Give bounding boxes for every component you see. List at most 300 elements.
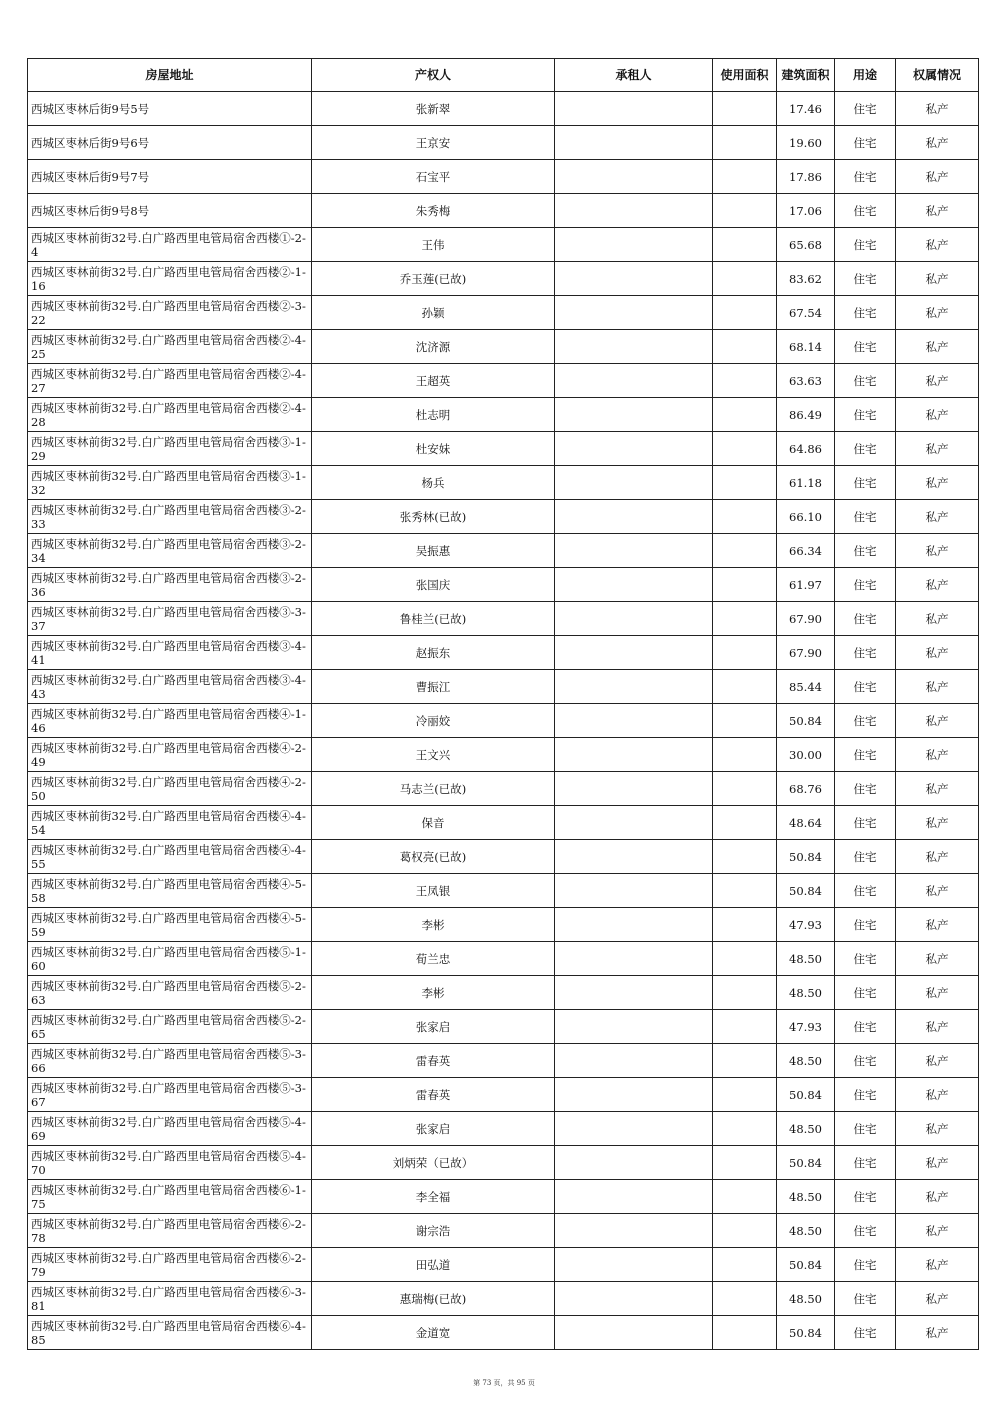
owner-cell: 王文兴 [312, 738, 555, 772]
use-area-cell [713, 92, 777, 126]
owner-cell: 吴振惠 [312, 534, 555, 568]
purpose-cell: 住宅 [835, 466, 896, 500]
address-text: 西城区枣林前街32号.白广路西里电管局宿舍西楼⑤-2-65 [31, 1012, 306, 1041]
use-area-cell [713, 1214, 777, 1248]
purpose-cell: 住宅 [835, 908, 896, 942]
address-text: 西城区枣林前街32号.白广路西里电管局宿舍西楼⑤-2-63 [31, 978, 306, 1007]
tenant-cell [555, 228, 713, 262]
use-area-cell [713, 1316, 777, 1350]
use-area-cell [713, 602, 777, 636]
address-cell [28, 1112, 312, 1146]
table-row [28, 874, 979, 908]
owner-cell: 张新翠 [312, 92, 555, 126]
table-row [28, 398, 979, 432]
purpose-cell: 住宅 [835, 840, 896, 874]
build-area-cell: 48.50 [777, 942, 835, 976]
purpose-cell: 住宅 [835, 704, 896, 738]
ownership-cell: 私产 [896, 160, 979, 194]
address-text: 西城区枣林前街32号.白广路西里电管局宿舍西楼③-4-41 [31, 638, 306, 667]
purpose-cell: 住宅 [835, 194, 896, 228]
table-row [28, 1010, 979, 1044]
ownership-cell: 私产 [896, 1078, 979, 1112]
address-text: 西城区枣林前街32号.白广路西里电管局宿舍西楼⑥-1-75 [31, 1182, 306, 1211]
owner-cell: 刘炳荣（已故） [312, 1146, 555, 1180]
table-row [28, 364, 979, 398]
address-text: 西城区枣林前街32号.白广路西里电管局宿舍西楼⑥-3-81 [31, 1284, 306, 1313]
build-area-cell: 67.54 [777, 296, 835, 330]
table-row [28, 1214, 979, 1248]
owner-cell: 王超英 [312, 364, 555, 398]
address-text: 西城区枣林前街32号.白广路西里电管局宿舍西楼②-4-25 [31, 332, 306, 361]
address-cell [28, 738, 312, 772]
address-cell [28, 160, 312, 194]
purpose-cell: 住宅 [835, 1044, 896, 1078]
table-row [28, 568, 979, 602]
ownership-cell: 私产 [896, 500, 979, 534]
ownership-cell: 私产 [896, 874, 979, 908]
address-cell [28, 228, 312, 262]
purpose-cell: 住宅 [835, 602, 896, 636]
tenant-cell [555, 92, 713, 126]
build-area-cell: 63.63 [777, 364, 835, 398]
build-area-cell: 17.86 [777, 160, 835, 194]
address-text: 西城区枣林前街32号.白广路西里电管局宿舍西楼③-2-36 [31, 570, 306, 599]
tenant-cell [555, 1316, 713, 1350]
use-area-cell [713, 908, 777, 942]
build-area-cell: 68.76 [777, 772, 835, 806]
use-area-cell [713, 1180, 777, 1214]
address-cell [28, 1180, 312, 1214]
ownership-cell: 私产 [896, 398, 979, 432]
tenant-cell [555, 772, 713, 806]
purpose-cell: 住宅 [835, 976, 896, 1010]
tenant-cell [555, 976, 713, 1010]
purpose-cell: 住宅 [835, 92, 896, 126]
address-text: 西城区枣林前街32号.白广路西里电管局宿舍西楼②-4-28 [31, 400, 306, 429]
table-row [28, 1282, 979, 1316]
ownership-cell: 私产 [896, 772, 979, 806]
table-row [28, 942, 979, 976]
owner-cell: 冷丽姣 [312, 704, 555, 738]
use-area-cell [713, 160, 777, 194]
tenant-cell [555, 1044, 713, 1078]
build-area-cell: 17.06 [777, 194, 835, 228]
purpose-cell: 住宅 [835, 228, 896, 262]
purpose-cell: 住宅 [835, 874, 896, 908]
address-cell [28, 432, 312, 466]
address-text: 西城区枣林前街32号.白广路西里电管局宿舍西楼⑤-4-69 [31, 1114, 306, 1143]
table-row [28, 772, 979, 806]
purpose-cell: 住宅 [835, 330, 896, 364]
use-area-cell [713, 364, 777, 398]
build-area-cell: 48.50 [777, 1044, 835, 1078]
ownership-cell: 私产 [896, 568, 979, 602]
address-text: 西城区枣林后街9号8号 [31, 203, 150, 218]
table-row [28, 262, 979, 296]
use-area-cell [713, 840, 777, 874]
address-text: 西城区枣林前街32号.白广路西里电管局宿舍西楼④-4-55 [31, 842, 306, 871]
use-area-cell [713, 500, 777, 534]
table-row [28, 160, 979, 194]
purpose-cell: 住宅 [835, 670, 896, 704]
purpose-cell: 住宅 [835, 398, 896, 432]
table-row [28, 1044, 979, 1078]
purpose-cell: 住宅 [835, 1078, 896, 1112]
purpose-cell: 住宅 [835, 1112, 896, 1146]
build-area-cell: 48.50 [777, 1112, 835, 1146]
use-area-cell [713, 1078, 777, 1112]
address-text: 西城区枣林前街32号.白广路西里电管局宿舍西楼②-1-16 [31, 264, 306, 293]
ownership-cell: 私产 [896, 636, 979, 670]
tenant-cell [555, 1010, 713, 1044]
header-purpose: 用途 [835, 59, 896, 92]
owner-cell: 田弘道 [312, 1248, 555, 1282]
owner-cell: 乔玉莲(已故) [312, 262, 555, 296]
purpose-cell: 住宅 [835, 1010, 896, 1044]
purpose-cell: 住宅 [835, 1282, 896, 1316]
tenant-cell [555, 330, 713, 364]
address-cell [28, 772, 312, 806]
table-row [28, 466, 979, 500]
owner-cell: 王凤银 [312, 874, 555, 908]
ownership-cell: 私产 [896, 840, 979, 874]
owner-cell: 李全福 [312, 1180, 555, 1214]
address-text: 西城区枣林前街32号.白广路西里电管局宿舍西楼⑥-4-85 [31, 1318, 306, 1347]
ownership-cell: 私产 [896, 1180, 979, 1214]
owner-cell: 孙颖 [312, 296, 555, 330]
address-cell [28, 534, 312, 568]
owner-cell: 鲁桂兰(已故) [312, 602, 555, 636]
owner-cell: 沈济源 [312, 330, 555, 364]
address-text: 西城区枣林前街32号.白广路西里电管局宿舍西楼⑤-3-66 [31, 1046, 306, 1075]
header-row [28, 59, 979, 92]
ownership-cell: 私产 [896, 704, 979, 738]
build-area-cell: 67.90 [777, 636, 835, 670]
use-area-cell [713, 194, 777, 228]
owner-cell: 李彬 [312, 976, 555, 1010]
address-cell [28, 1078, 312, 1112]
address-text: 西城区枣林后街9号5号 [31, 101, 150, 116]
purpose-cell: 住宅 [835, 1146, 896, 1180]
use-area-cell [713, 976, 777, 1010]
purpose-cell: 住宅 [835, 160, 896, 194]
address-cell [28, 296, 312, 330]
tenant-cell [555, 1078, 713, 1112]
owner-cell: 杜志明 [312, 398, 555, 432]
property-table [27, 58, 979, 1350]
purpose-cell: 住宅 [835, 262, 896, 296]
header-ownership: 权属情况 [896, 59, 979, 92]
header-address: 房屋地址 [28, 59, 312, 92]
owner-cell: 曹振江 [312, 670, 555, 704]
table-row [28, 296, 979, 330]
purpose-cell: 住宅 [835, 432, 896, 466]
tenant-cell [555, 194, 713, 228]
ownership-cell: 私产 [896, 1248, 979, 1282]
ownership-cell: 私产 [896, 738, 979, 772]
owner-cell: 葛权亮(已故) [312, 840, 555, 874]
use-area-cell [713, 806, 777, 840]
address-text: 西城区枣林前街32号.白广路西里电管局宿舍西楼①-2-4 [31, 230, 306, 259]
build-area-cell: 47.93 [777, 1010, 835, 1044]
table-row [28, 1112, 979, 1146]
purpose-cell: 住宅 [835, 806, 896, 840]
address-text: 西城区枣林前街32号.白广路西里电管局宿舍西楼③-2-34 [31, 536, 306, 565]
build-area-cell: 48.50 [777, 976, 835, 1010]
address-cell [28, 806, 312, 840]
use-area-cell [713, 568, 777, 602]
tenant-cell [555, 568, 713, 602]
build-area-cell: 61.18 [777, 466, 835, 500]
address-text: 西城区枣林前街32号.白广路西里电管局宿舍西楼③-4-43 [31, 672, 306, 701]
build-area-cell: 85.44 [777, 670, 835, 704]
build-area-cell: 50.84 [777, 1248, 835, 1282]
header-build-area: 建筑面积 [777, 59, 835, 92]
address-text: 西城区枣林前街32号.白广路西里电管局宿舍西楼④-5-58 [31, 876, 306, 905]
purpose-cell: 住宅 [835, 534, 896, 568]
table-row [28, 92, 979, 126]
build-area-cell: 48.50 [777, 1214, 835, 1248]
address-cell [28, 840, 312, 874]
ownership-cell: 私产 [896, 806, 979, 840]
use-area-cell [713, 330, 777, 364]
address-cell [28, 602, 312, 636]
address-cell [28, 874, 312, 908]
use-area-cell [713, 262, 777, 296]
build-area-cell: 86.49 [777, 398, 835, 432]
ownership-cell: 私产 [896, 670, 979, 704]
purpose-cell: 住宅 [835, 126, 896, 160]
address-text: 西城区枣林前街32号.白广路西里电管局宿舍西楼④-2-49 [31, 740, 306, 769]
ownership-cell: 私产 [896, 1146, 979, 1180]
address-text: 西城区枣林前街32号.白广路西里电管局宿舍西楼②-3-22 [31, 298, 306, 327]
ownership-cell: 私产 [896, 976, 979, 1010]
tenant-cell [555, 602, 713, 636]
address-text: 西城区枣林前街32号.白广路西里电管局宿舍西楼⑥-2-78 [31, 1216, 306, 1245]
ownership-cell: 私产 [896, 1214, 979, 1248]
ownership-cell: 私产 [896, 262, 979, 296]
address-text: 西城区枣林前街32号.白广路西里电管局宿舍西楼⑥-2-79 [31, 1250, 306, 1279]
address-text: 西城区枣林前街32号.白广路西里电管局宿舍西楼⑤-4-70 [31, 1148, 306, 1177]
table-row [28, 1180, 979, 1214]
tenant-cell [555, 1112, 713, 1146]
use-area-cell [713, 534, 777, 568]
owner-cell: 雷春英 [312, 1044, 555, 1078]
use-area-cell [713, 738, 777, 772]
purpose-cell: 住宅 [835, 772, 896, 806]
tenant-cell [555, 806, 713, 840]
table-row [28, 1146, 979, 1180]
tenant-cell [555, 1146, 713, 1180]
build-area-cell: 17.46 [777, 92, 835, 126]
build-area-cell: 83.62 [777, 262, 835, 296]
build-area-cell: 50.84 [777, 840, 835, 874]
address-cell [28, 126, 312, 160]
address-cell [28, 364, 312, 398]
use-area-cell [713, 432, 777, 466]
table-row [28, 602, 979, 636]
address-cell [28, 1316, 312, 1350]
address-text: 西城区枣林前街32号.白广路西里电管局宿舍西楼⑤-3-67 [31, 1080, 306, 1109]
purpose-cell: 住宅 [835, 738, 896, 772]
use-area-cell [713, 772, 777, 806]
use-area-cell [713, 228, 777, 262]
use-area-cell [713, 874, 777, 908]
tenant-cell [555, 126, 713, 160]
address-cell [28, 636, 312, 670]
ownership-cell: 私产 [896, 1316, 979, 1350]
address-text: 西城区枣林前街32号.白广路西里电管局宿舍西楼②-4-27 [31, 366, 306, 395]
build-area-cell: 68.14 [777, 330, 835, 364]
address-cell [28, 466, 312, 500]
tenant-cell [555, 500, 713, 534]
owner-cell: 杨兵 [312, 466, 555, 500]
address-cell [28, 670, 312, 704]
page-number: 第 73 页，共 95 页 [473, 1379, 535, 1387]
ownership-cell: 私产 [896, 466, 979, 500]
use-area-cell [713, 1282, 777, 1316]
ownership-cell: 私产 [896, 228, 979, 262]
owner-cell: 朱秀梅 [312, 194, 555, 228]
build-area-cell: 67.90 [777, 602, 835, 636]
use-area-cell [713, 670, 777, 704]
use-area-cell [713, 126, 777, 160]
build-area-cell: 64.86 [777, 432, 835, 466]
table-row [28, 976, 979, 1010]
use-area-cell [713, 1044, 777, 1078]
tenant-cell [555, 1282, 713, 1316]
owner-cell: 雷春英 [312, 1078, 555, 1112]
table-row [28, 1248, 979, 1282]
table-row [28, 194, 979, 228]
table-row [28, 636, 979, 670]
address-text: 西城区枣林后街9号7号 [31, 169, 150, 184]
address-cell [28, 500, 312, 534]
table-row [28, 738, 979, 772]
build-area-cell: 48.50 [777, 1282, 835, 1316]
address-cell [28, 194, 312, 228]
owner-cell: 石宝平 [312, 160, 555, 194]
table-row [28, 1078, 979, 1112]
header-use-area: 使用面积 [713, 59, 777, 92]
owner-cell: 王伟 [312, 228, 555, 262]
address-cell [28, 262, 312, 296]
owner-cell: 张家启 [312, 1010, 555, 1044]
ownership-cell: 私产 [896, 1112, 979, 1146]
owner-cell: 惠瑞梅(已故) [312, 1282, 555, 1316]
ownership-cell: 私产 [896, 330, 979, 364]
tenant-cell [555, 738, 713, 772]
use-area-cell [713, 296, 777, 330]
header-tenant: 承租人 [555, 59, 713, 92]
purpose-cell: 住宅 [835, 296, 896, 330]
use-area-cell [713, 1112, 777, 1146]
address-text: 西城区枣林前街32号.白广路西里电管局宿舍西楼③-2-33 [31, 502, 306, 531]
table-row [28, 704, 979, 738]
address-text: 西城区枣林前街32号.白广路西里电管局宿舍西楼⑤-1-60 [31, 944, 306, 973]
table-row [28, 330, 979, 364]
table-row [28, 806, 979, 840]
owner-cell: 保音 [312, 806, 555, 840]
build-area-cell: 65.68 [777, 228, 835, 262]
tenant-cell [555, 364, 713, 398]
build-area-cell: 50.84 [777, 1316, 835, 1350]
address-cell [28, 330, 312, 364]
address-cell [28, 568, 312, 602]
use-area-cell [713, 466, 777, 500]
build-area-cell: 66.10 [777, 500, 835, 534]
owner-cell: 马志兰(已故) [312, 772, 555, 806]
purpose-cell: 住宅 [835, 568, 896, 602]
owner-cell: 杜安妹 [312, 432, 555, 466]
owner-cell: 荀兰忠 [312, 942, 555, 976]
address-text: 西城区枣林前街32号.白广路西里电管局宿舍西楼③-3-37 [31, 604, 306, 633]
owner-cell: 金道宽 [312, 1316, 555, 1350]
tenant-cell [555, 160, 713, 194]
table-row [28, 228, 979, 262]
ownership-cell: 私产 [896, 1010, 979, 1044]
tenant-cell [555, 1248, 713, 1282]
owner-cell: 张国庆 [312, 568, 555, 602]
address-cell [28, 1214, 312, 1248]
ownership-cell: 私产 [896, 1044, 979, 1078]
table-body [28, 92, 979, 1350]
address-cell [28, 1282, 312, 1316]
ownership-cell: 私产 [896, 534, 979, 568]
address-text: 西城区枣林前街32号.白广路西里电管局宿舍西楼④-1-46 [31, 706, 306, 735]
purpose-cell: 住宅 [835, 636, 896, 670]
tenant-cell [555, 534, 713, 568]
use-area-cell [713, 1010, 777, 1044]
tenant-cell [555, 262, 713, 296]
table-row [28, 500, 979, 534]
build-area-cell: 61.97 [777, 568, 835, 602]
build-area-cell: 50.84 [777, 874, 835, 908]
tenant-cell [555, 296, 713, 330]
ownership-cell: 私产 [896, 126, 979, 160]
purpose-cell: 住宅 [835, 1248, 896, 1282]
tenant-cell [555, 432, 713, 466]
ownership-cell: 私产 [896, 908, 979, 942]
address-cell [28, 1044, 312, 1078]
tenant-cell [555, 670, 713, 704]
tenant-cell [555, 908, 713, 942]
address-text: 西城区枣林前街32号.白广路西里电管局宿舍西楼④-5-59 [31, 910, 306, 939]
tenant-cell [555, 636, 713, 670]
build-area-cell: 48.50 [777, 1180, 835, 1214]
address-cell [28, 942, 312, 976]
build-area-cell: 50.84 [777, 1146, 835, 1180]
table-row [28, 840, 979, 874]
ownership-cell: 私产 [896, 1282, 979, 1316]
use-area-cell [713, 1146, 777, 1180]
use-area-cell [713, 636, 777, 670]
build-area-cell: 50.84 [777, 1078, 835, 1112]
ownership-cell: 私产 [896, 92, 979, 126]
address-text: 西城区枣林前街32号.白广路西里电管局宿舍西楼③-1-29 [31, 434, 306, 463]
build-area-cell: 66.34 [777, 534, 835, 568]
build-area-cell: 30.00 [777, 738, 835, 772]
address-cell [28, 1010, 312, 1044]
tenant-cell [555, 1214, 713, 1248]
address-cell [28, 704, 312, 738]
purpose-cell: 住宅 [835, 364, 896, 398]
ownership-cell: 私产 [896, 602, 979, 636]
table-row [28, 534, 979, 568]
tenant-cell [555, 874, 713, 908]
use-area-cell [713, 398, 777, 432]
address-cell [28, 1146, 312, 1180]
